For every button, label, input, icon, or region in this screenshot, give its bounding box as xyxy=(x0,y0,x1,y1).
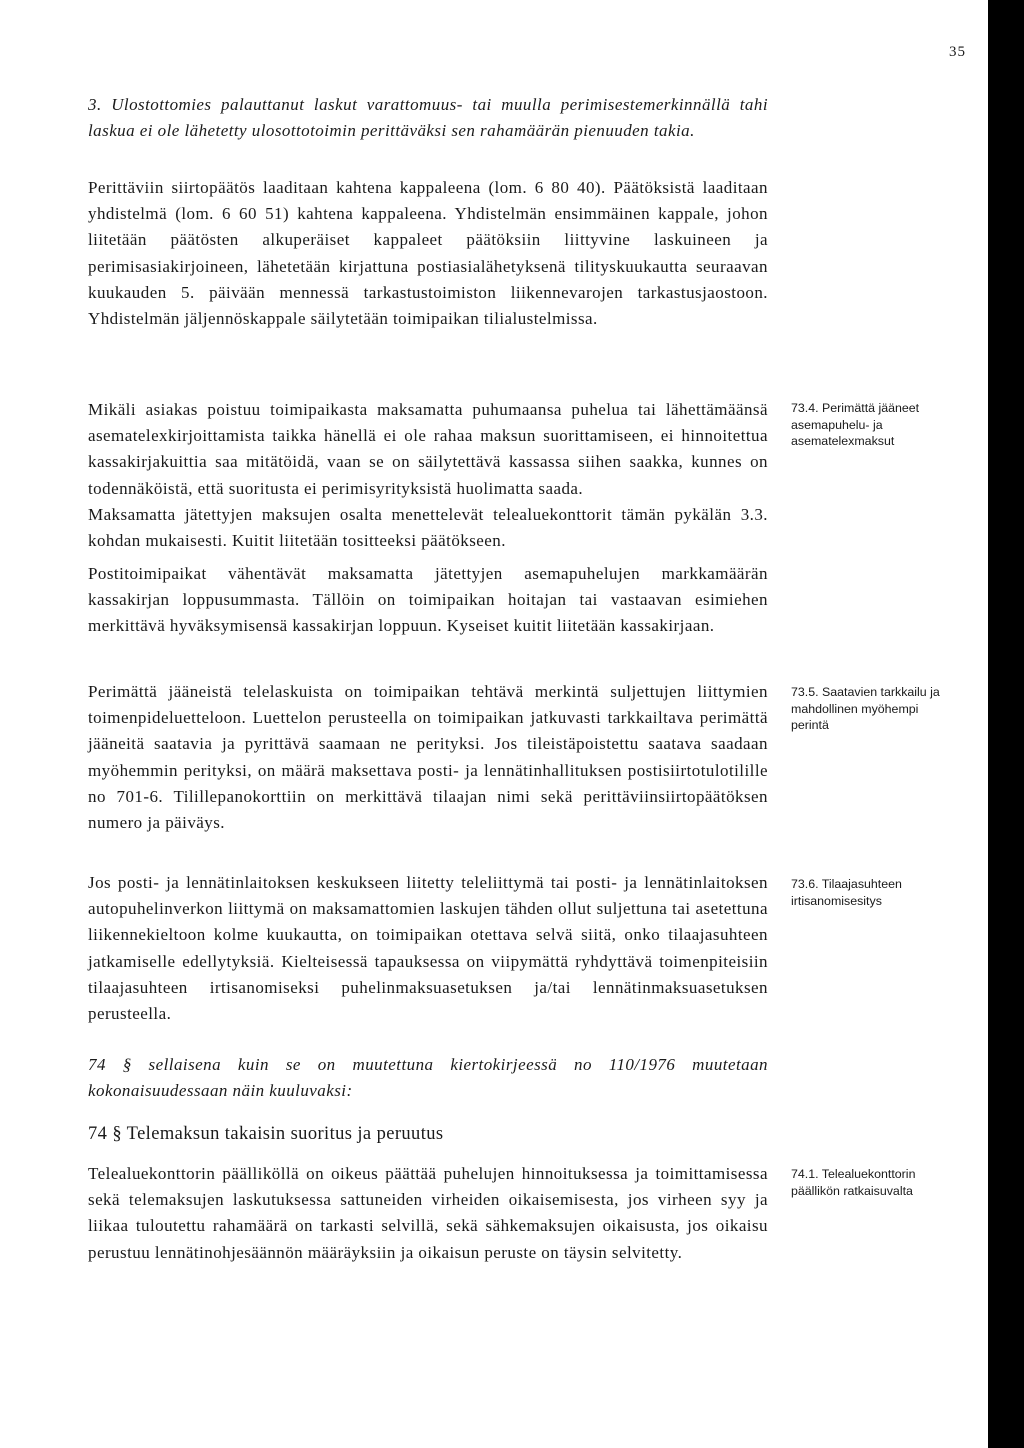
margin-note-73-4: 73.4. Perimättä jääneet asemapuhelu- ja asematelexmaksut xyxy=(791,401,920,449)
section-73-4-block xyxy=(88,397,768,554)
section-3-paragraph: Perittäviin siirtopäätös laaditaan kahtena kappaleena (lom. 6 80 40). Päätöksistä laaditaan yhdistelmä (lom. 6 60 51) kahtena kappaleena. Yhdistelmän ensimmäinen kappale, johon liitetään päätösten alkuperäiset kappaleet päätöksiin liittyvine laskuineen ja perimisasiakirjoineen, lähetetään kirjattuna postiasialähetyksenä tilityskuukautta seuraavan kuukauden 5. päivään mennessä tarkastustoimiston liikennevarojen tarkastusjaostoon. Yhdistelmän jäljennöskappale säilytetään toimipaikan tilialustelmissa. xyxy=(88,178,768,329)
section-73-5-paragraph: Perimättä jääneistä telelaskuista on toimipaikan tehtävä merkintä suljettujen liittymien toimenpideluetteloon. Luettelon perusteella on toimipaikan jatkuvasti tarkkailtava perimättä jääneitä saatavia ja pyrittävä saamaan ne perityksi. Jos tileistäpoistettu saatava saadaan myöhemmin perityksi, on määrä maksettava posti- ja lennätinhallituksen postisiirtotulotilille no 701-6. Tilillepanokorttiin on merkittävä tilaajan nimi sekä perittäviinsiirtopäätöksen numero ja päiväys. xyxy=(88,682,768,833)
section-3-heading: 3. Ulostottomies palauttanut laskut varattomuus- tai muulla perimisestemerkinnällä tahi laskua ei ole lähetetty ulosottotoimin perittäväksi sen rahamäärän pienuuden takia. xyxy=(88,95,768,141)
scan-edge-bar xyxy=(988,0,1024,1448)
margin-note-73-6: 73.6. Tilaajasuhteen irtisanomisesitys xyxy=(791,877,902,908)
page-number: 35 xyxy=(949,44,966,60)
section-73-6-paragraph: Jos posti- ja lennätinlaitoksen keskukseen liitetty teleliittymä tai posti- ja lennätinlaitoksen autopuhelinverkon liittymä on maksamattomien laskujen tähden ollut suljettuna tai asetettuna liikennekieltoon kolme kuukautta, on toimipaikan otettava selvä siitä, onko tilaajasuhteen jatkamiselle edellytyksiä. Kielteisessä tapauksessa on viipymättä ryhdyttävä toimenpiteisiin tilaajasuhteen irtisanomiseksi puhelinmaksuasetuksen ja/tai lennätinmaksuasetuksen perusteella. xyxy=(88,873,768,1024)
section-74-heading: 74 § Telemaksun takaisin suoritus ja peruutus xyxy=(88,1124,444,1144)
margin-note-74-1: 74.1. Telealuekonttorin päällikön ratkaisuvalta xyxy=(791,1167,916,1198)
section-74-intro: 74 § sellaisena kuin se on muutettuna kiertokirjeessä no 110/1976 muutetaan kokonaisuudessaan näin kuuluvaksi: xyxy=(88,1055,768,1101)
section-73-4-paragraph-2: Maksamatta jätettyjen maksujen osalta menettelevät telealuekonttorit tämän pykälän 3.3. kohdan mukaisesti. Kuitit liitetään tositteeksi päätökseen. xyxy=(88,504,768,551)
section-73-4-paragraph-3: Postitoimipaikat vähentävät maksamatta jätettyjen asemapuhelujen markkamäärän kassakirjan loppusummasta. Tällöin on toimipaikan hoitajan tai vastaavan esimiehen merkittävä hyväksymisensä kassakirjan loppuun. Kyseiset kuitit liitetään kassakirjaan. xyxy=(88,564,768,636)
section-74-1-paragraph: Telealuekonttorin päälliköllä on oikeus päättää puhelujen hinnoituksessa ja toimittamisessa sekä telemaksujen laskutuksessa sattuneiden virheiden oikaisemisesta, jos virheen syy ja liikaa tuloutettu rahamäärä on tarkasti selvillä, sekä sähkemaksujen oikaisusta, jos oikaisu perustuu lennätinohjesäännön määräyksiin ja oikaisun peruste on täysin selvitetty. xyxy=(88,1164,768,1262)
section-73-4-paragraph-1: Mikäli asiakas poistuu toimipaikasta maksamatta puhumaansa puhelua tai lähettämäänsä asematelexkirjoittamista taikka hänellä ei ole rahaa maksun suorittamiseen, ei hinnoitettua kassakirjakuittia saa mitätöidä, vaan se on säilytettävä kassassa siihen saakka, kunnes on todennäköistä, että suoritusta ei perimisyrityksistä huolimatta saada. xyxy=(88,400,768,498)
margin-note-73-5: 73.5. Saatavien tarkkailu ja mahdollinen myöhempi perintä xyxy=(791,685,940,733)
